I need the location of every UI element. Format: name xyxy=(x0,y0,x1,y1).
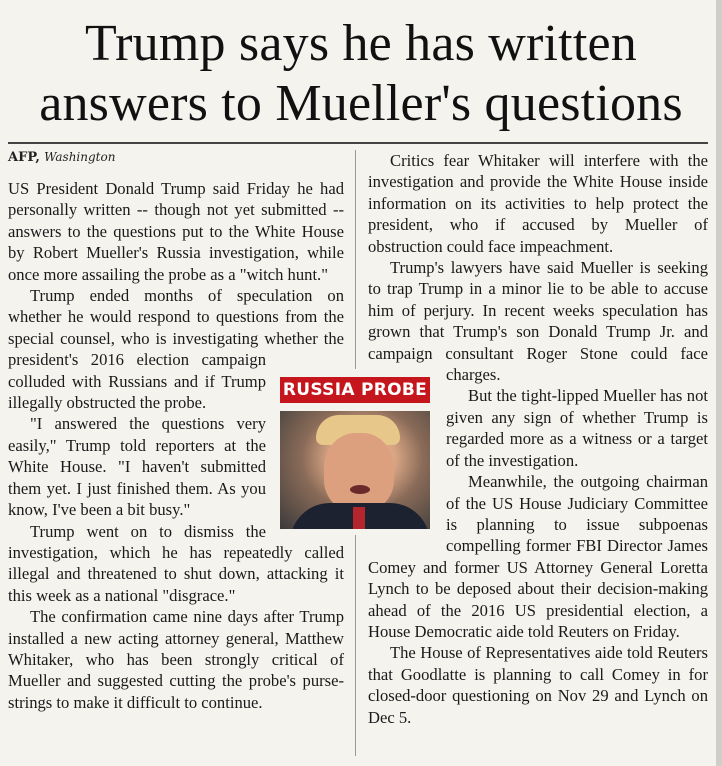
photo-tie xyxy=(353,507,365,529)
paragraph: Trump ended months of speculation on whether he would respond to questions from the special counsel, who is investigating whether the president's 2016 election campaign colluded with Russians and if Trump illegally obstructed the probe. xyxy=(8,286,344,413)
photo-panel xyxy=(272,369,440,535)
paragraph: But the tight-lipped Mueller has not given any sign of whether Trump is regarded more as a witness or a target of the investigation. xyxy=(446,386,708,470)
paragraph: Trump's lawyers have said Mueller is seeking to trap Trump in a minor lie to be able to accuse him of perjury. In recent weeks speculation has grown that Trump's son Donald Trump Jr. and campaign consultant Roger Stone could face charges. xyxy=(368,258,708,385)
portrait-photo xyxy=(280,411,430,529)
paragraph: The confirmation came nine days after Trump installed a new acting attorney general, Matthew Whitaker, who has been strongly critical of Mueller and suggested cutting the probe's purse-strings to make it difficult to continue. xyxy=(8,607,344,712)
paragraph: Meanwhile, the outgoing chairman of the US House Judiciary Committee is planning to issue subpoenas compelling former FBI Director James Comey and former US Attorney General Loretta Lynch to be deposed about their decision-making ahead of the 2016 US presidential election, a House Democratic aide told Reuters on Friday. xyxy=(368,472,708,641)
photo-mouth xyxy=(350,485,370,494)
headline-line-2: answers to Mueller's questions xyxy=(39,75,683,132)
scan-edge xyxy=(716,0,722,766)
section-tag: RUSSIA PROBE xyxy=(280,377,430,403)
headline-rule xyxy=(8,142,708,144)
byline xyxy=(8,150,115,165)
photo-face xyxy=(324,433,394,511)
paragraph: US President Donald Trump said Friday he had personally written -- though not yet submitted -- answers to the questions put to the White House by Robert Mueller's Russia investigation, while once more assailing the probe as a "witch hunt." xyxy=(8,179,344,284)
paragraph: Critics fear Whitaker will interfere with the investigation and provide the White House inside information on its activities to help protect the president, who if accused by Mueller of obstruction could face impeachment. xyxy=(368,151,708,256)
headline xyxy=(0,14,722,134)
paragraph: Trump went on to dismiss the investigation, which he has repeatedly called illegal and threatened to shut down, attacking it this week as a national "disgrace." xyxy=(8,521,344,605)
paragraph: "I answered the questions very easily," Trump told reporters at the White House. "I haven't submitted them yet. I just finished them. As you know, I've been a bit busy." xyxy=(8,414,266,520)
headline-line-1: Trump says he has written xyxy=(85,15,637,72)
paragraph: The House of Representatives aide told Reuters that Goodlatte is planning to call Comey in for closed-door questioning on Nov 29 and Lynch on Dec 5. xyxy=(368,643,708,727)
byline-location: Washington xyxy=(44,150,116,164)
byline-source: AFP, xyxy=(8,150,40,165)
